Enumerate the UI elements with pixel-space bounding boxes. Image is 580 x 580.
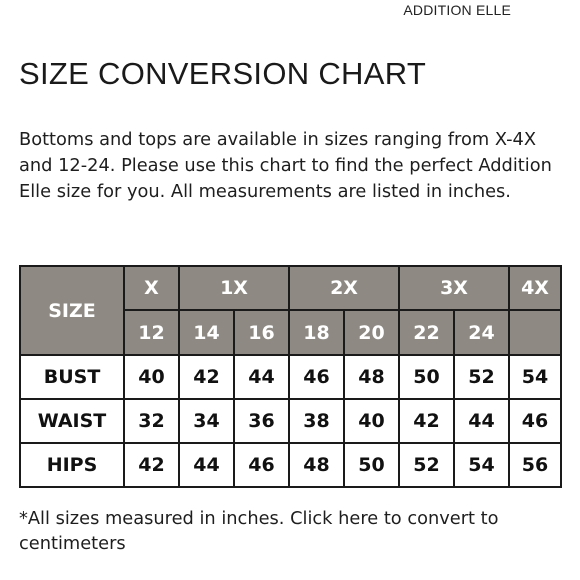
- size-number-cell: [509, 310, 561, 355]
- size-group-4x: 4X: [509, 266, 561, 310]
- size-number-cell: 14: [179, 310, 234, 355]
- size-group-1x: 1X: [179, 266, 289, 310]
- measure-cell: 54: [454, 443, 509, 487]
- intro-paragraph: Bottoms and tops are available in sizes ranging from X-4X and 12-24. Please use this chart to find the perfect Addition Elle size for you. All measurements are listed in inches.: [19, 129, 552, 202]
- size-chart-table: [19, 265, 562, 488]
- row-label: HIPS: [20, 443, 124, 487]
- measure-cell: 38: [289, 399, 344, 443]
- measure-cell: 40: [344, 399, 399, 443]
- size-group-x: X: [124, 266, 179, 310]
- size-number-cell: 22: [399, 310, 454, 355]
- measure-cell: 46: [234, 443, 289, 487]
- table-row-waist: [20, 399, 561, 443]
- page-title: SIZE CONVERSION CHART: [19, 56, 427, 91]
- measure-cell: 54: [509, 355, 561, 399]
- measure-cell: 52: [454, 355, 509, 399]
- measure-cell: 32: [124, 399, 179, 443]
- size-number-cell: 18: [289, 310, 344, 355]
- size-number-cell: 24: [454, 310, 509, 355]
- size-number-cell: 20: [344, 310, 399, 355]
- measure-cell: 50: [344, 443, 399, 487]
- row-label: BUST: [20, 355, 124, 399]
- size-number-cell: 12: [124, 310, 179, 355]
- size-header-cell: SIZE: [20, 266, 124, 355]
- table-row-bust: [20, 355, 561, 399]
- measure-cell: 50: [399, 355, 454, 399]
- size-group-3x: 3X: [399, 266, 509, 310]
- measure-cell: 44: [234, 355, 289, 399]
- measure-cell: 40: [124, 355, 179, 399]
- size-group-row: [20, 266, 561, 310]
- brand-logo: ADDITION ELLE: [403, 2, 511, 18]
- measure-cell: 34: [179, 399, 234, 443]
- measure-cell: 48: [344, 355, 399, 399]
- measure-cell: 48: [289, 443, 344, 487]
- size-number-cell: 16: [234, 310, 289, 355]
- measure-cell: 46: [289, 355, 344, 399]
- row-label: WAIST: [20, 399, 124, 443]
- measure-cell: 36: [234, 399, 289, 443]
- measure-cell: 56: [509, 443, 561, 487]
- measure-cell: 44: [454, 399, 509, 443]
- measure-cell: 42: [399, 399, 454, 443]
- measure-cell: 52: [399, 443, 454, 487]
- measure-cell: 44: [179, 443, 234, 487]
- footnote-convert-link[interactable]: *All sizes measured in inches. Click here to convert to centimeters: [19, 508, 499, 554]
- size-group-2x: 2X: [289, 266, 399, 310]
- measure-cell: 42: [179, 355, 234, 399]
- measure-cell: 46: [509, 399, 561, 443]
- measure-cell: 42: [124, 443, 179, 487]
- table-row-hips: [20, 443, 561, 487]
